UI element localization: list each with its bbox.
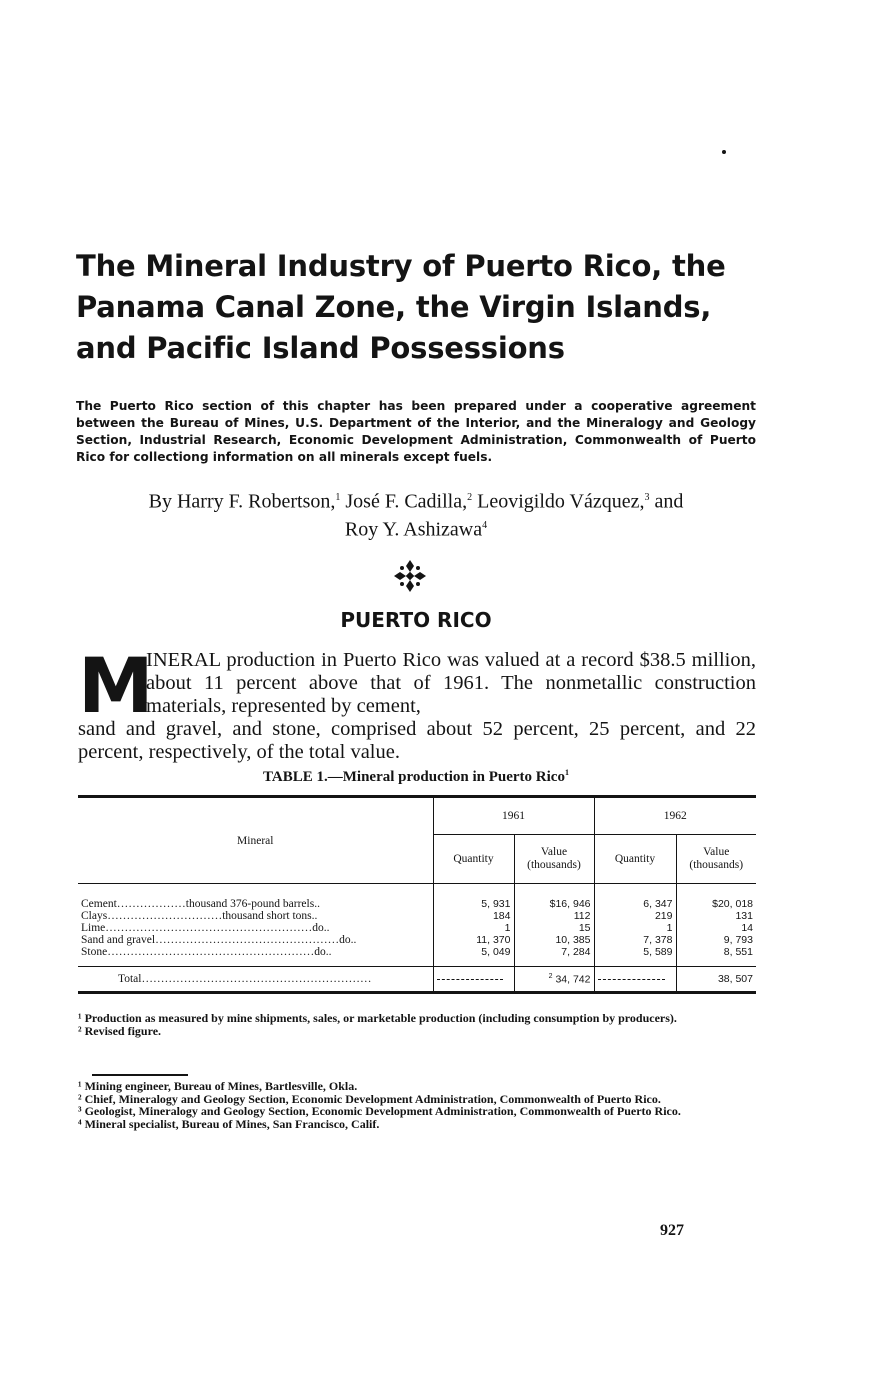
- chapter-title: The Mineral Industry of Puerto Rico, the Panama Canal Zone, the Virgin Islands, and Pacific Island Possessions: [76, 249, 726, 365]
- author-3-note: 3: [644, 492, 650, 503]
- byline: [76, 486, 756, 541]
- table-row: Lime………………………………………………do.. 1 15 1 14: [78, 922, 756, 934]
- table-caption-note: 1: [564, 768, 569, 777]
- author-4-note: 4: [482, 519, 488, 531]
- table-row: Sand and gravel…………………………………………do.. 11, 370 10, 385 7, 378 9, 793: [78, 934, 756, 946]
- quantity-1961-header: Quantity: [433, 835, 514, 884]
- table-row: Stone………………………………………………do.. 5, 049 7, 284 5, 589 8, 551: [78, 946, 756, 967]
- table-caption-text: TABLE 1.—Mineral production in Puerto Rico: [263, 769, 565, 785]
- body-paragraph-rest: sand and gravel, and stone, comprised about 52 percent, 25 percent, and 22 percent, respectively, of the total value.: [78, 718, 756, 763]
- table-notes: [78, 1012, 756, 1038]
- byline-and: and: [654, 490, 684, 513]
- author-1: Harry F. Robertson,: [176, 490, 336, 513]
- table-note-1: ¹ Production as measured by mine shipments, sales, or marketable production (including consumption by producers).: [78, 1011, 677, 1025]
- year-1961-header: 1961: [433, 797, 594, 835]
- col-mineral-header: Mineral: [78, 797, 433, 884]
- author-2-note: 2: [467, 492, 473, 503]
- section-heading: PUERTO RICO: [340, 608, 492, 632]
- byline-prefix: By: [148, 490, 172, 513]
- year-1962-header: 1962: [594, 797, 756, 835]
- table-total-row: Total…………………………………………………… $^2$ 34, 742 38, 507: [78, 967, 756, 993]
- drop-cap: M: [78, 641, 154, 730]
- body-paragraph-start: INERAL production in Puerto Rico was valued at a record $38.5 million, about 11 percent above that of 1961. The nonmetallic construction materials, represented by cement,: [146, 649, 756, 717]
- footnote-1: ¹ Mining engineer, Bureau of Mines, Bartlesville, Okla.: [78, 1079, 358, 1093]
- value-1962-header: Value (thousands): [676, 835, 756, 884]
- footnote-4: ⁴ Mineral specialist, Bureau of Mines, San Francisco, Calif.: [78, 1116, 380, 1131]
- footnote-3: ³ Geologist, Mineralogy and Geology Section, Economic Development Administration, Commonwealth of Puerto Rico.: [78, 1104, 681, 1118]
- ornament-icon: [392, 558, 428, 594]
- author-footnotes: [78, 1080, 756, 1130]
- intro-note: The Puerto Rico section of this chapter has been prepared under a cooperative agreement between the Bureau of Mines, U.S. Department of the Interior, and the Mineralogy and Geology Section, Industrial Research, Economic Development Administration, Commonwealth of Puerto Rico for collectiong information on all minerals except fuels.: [76, 399, 756, 464]
- author-4: Roy Y. Ashizawa: [344, 518, 483, 541]
- total-label: Total: [118, 973, 142, 985]
- table-caption: [76, 768, 756, 786]
- table-row: Cement………………thousand 376-pound barrels.. 5, 931 $16, 946 6, 347 $20, 018: [78, 884, 756, 911]
- author-1-note: 1: [335, 492, 341, 503]
- mineral-production-table: [78, 795, 756, 994]
- quantity-1962-header: Quantity: [594, 835, 676, 884]
- table-row: Clays…………………………thousand short tons.. 184 112 219 131: [78, 910, 756, 922]
- page-number: 927: [660, 1222, 684, 1239]
- value-1961-header: Value (thousands): [514, 835, 594, 884]
- table-note-2: ² Revised figure.: [78, 1024, 162, 1038]
- footnote-rule: [92, 1074, 188, 1076]
- author-3: Leovigildo Vázquez,: [477, 490, 645, 513]
- author-2: José F. Cadilla,: [345, 490, 468, 513]
- footnote-2: ² Chief, Mineralogy and Geology Section, Economic Development Administration, Commonwealth of Puerto Rico.: [78, 1091, 661, 1106]
- stray-mark: [722, 150, 726, 154]
